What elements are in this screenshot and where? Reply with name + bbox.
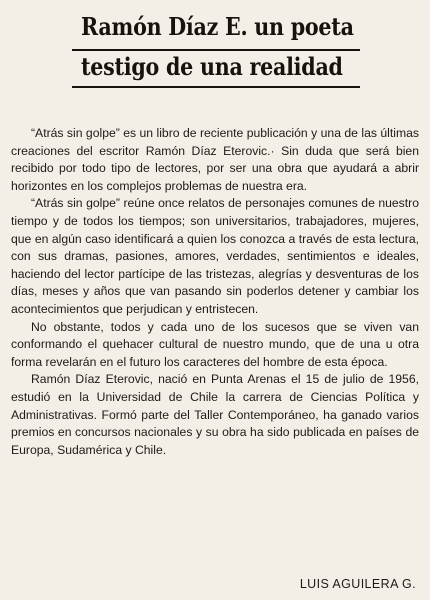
paragraph-1: “Atrás sin golpe” es un libro de reciente publicación y una de las últimas creaciones del escritor Ramón Díaz Eterovic.· Sin duda que será bien recibido por todo tipo de lectores, por ser una obra que ayudará a abrir horizontes en los complejos problemas de nuestra era. [11,126,419,193]
headline-underline-1 [72,49,360,51]
headline-line-1: Ramón Díaz E. un poeta [81,12,354,41]
paragraph-4: Ramón Díaz Eterovic, nació en Punta Arenas el 15 de julio de 1956, estudió en la Universidad de Chile la carrera de Ciencias Política y Administrativas. Formó parte del Taller Contemporáneo, ha ganado varios premios en concursos nacionales y su obra ha sido publicada en países de Europa, Sudamérica y Chile. [11,372,419,457]
headline-line-2: testigo de una realidad [81,52,343,81]
paragraph-3: No obstante, todos y cada uno de los sucesos que se viven van conformando el quehacer cultural de nuestro mundo, que de una u otra forma revelarán en el futuro los caracteres del hombre de esta época. [11,319,419,369]
author-byline: LUIS AGUILERA G. [299,577,416,591]
paragraph-2: “Atrás sin golpe” reúne once relatos de personajes comunes de nuestro tiempo y de todos los tiempos; son universitarios, trabajadores, mujeres, que en algún caso identificará a quien los conozca a través de esta lectura, con sus dramas, pasiones, amores, verdades, sentimientos e ideales, haciendo del lector partícipe de las tristezas, alegrías y desventuras de los días, meses y años que van pasando sin poderlos detener y cambiar los acontecimientos que perjudican y entristecen. [11,196,419,316]
headline-underline-2 [72,86,360,88]
article-body [11,125,419,459]
